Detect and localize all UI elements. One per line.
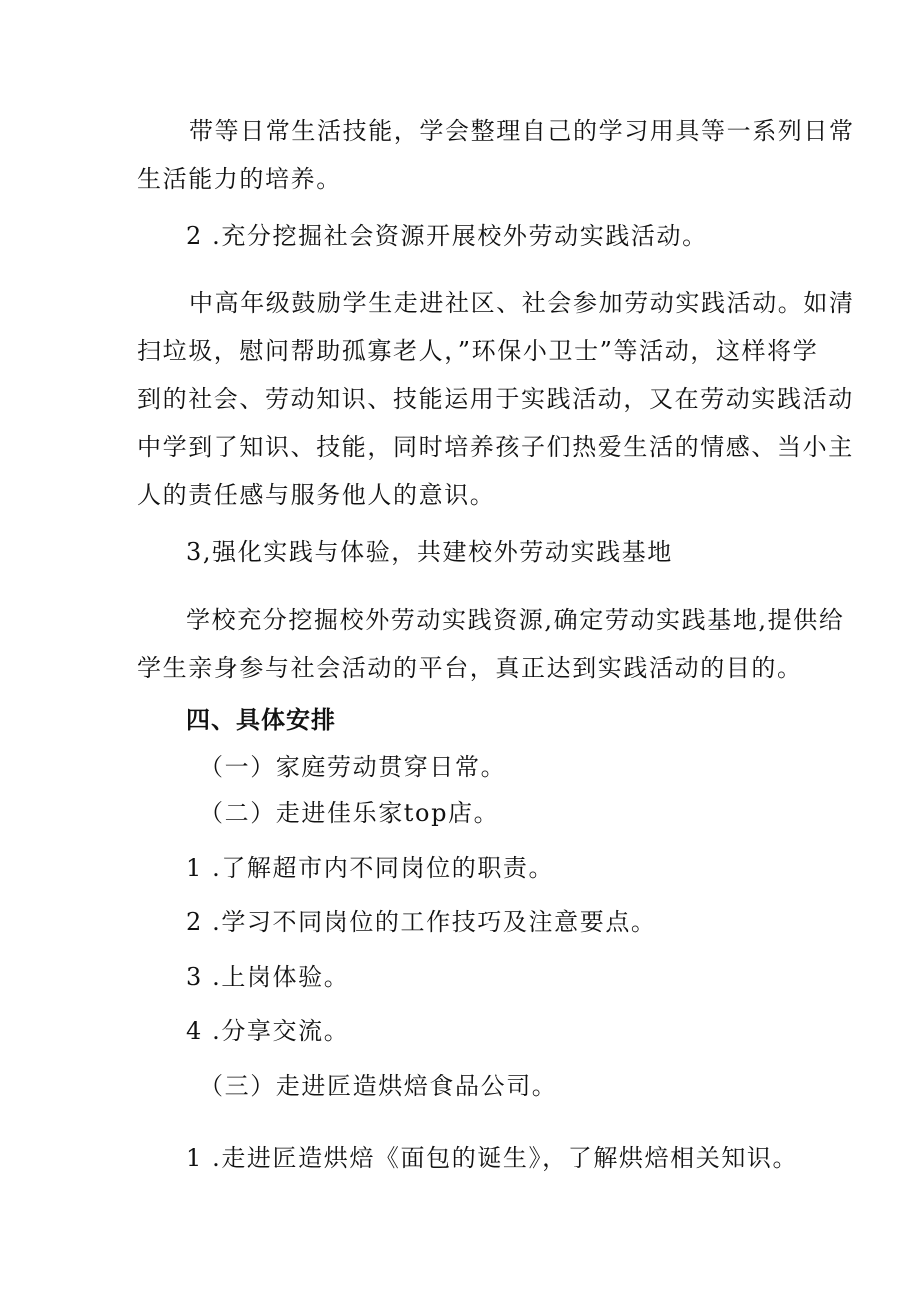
paragraph-2-line-3: 到的社会、劳动知识、技能运用于实践活动，又在劳动实践活动 xyxy=(137,385,854,413)
paragraph-1-line-2: 生活能力的培养。 xyxy=(137,165,342,193)
paragraph-1-line-1: 带等日常生活技能，学会整理自己的学习用具等一系列日常 xyxy=(189,117,855,145)
list-item-2-title: 2 .充分挖掘社会资源开展校外劳动实践活动。 xyxy=(186,222,708,250)
subsection-2-item-3: 3 .上岗体验。 xyxy=(186,963,350,991)
paragraph-2-line-4: 中学到了知识、技能，同时培养孩子们热爱生活的情感、当小主 xyxy=(137,433,854,461)
subsection-2-item-4: 4 .分享交流。 xyxy=(186,1017,350,1045)
paragraph-2-line-1: 中高年级鼓励学生走进社区、社会参加劳动实践活动。如清 xyxy=(189,289,855,317)
subsection-2-item-1: 1 .了解超市内不同岗位的职责。 xyxy=(186,854,555,882)
paragraph-2-line-5: 人的责任感与服务他人的意识。 xyxy=(137,481,496,509)
paragraph-3-line-2: 学生亲身参与社会活动的平台，真正达到实践活动的目的。 xyxy=(137,654,803,682)
subsection-2-title: （二）走进佳乐家top店。 xyxy=(199,799,500,827)
subsection-2-item-2: 2 .学习不同岗位的工作技巧及注意要点。 xyxy=(186,908,657,936)
paragraph-3-line-1: 学校充分挖掘校外劳动实践资源,确定劳动实践基地,提供给 xyxy=(186,606,845,634)
section-4-heading: 四、具体安排 xyxy=(186,706,336,734)
subsection-1-title: （一）家庭劳动贯穿日常。 xyxy=(199,753,507,781)
list-item-3-title: 3,强化实践与体验，共建校外劳动实践基地 xyxy=(186,538,673,566)
paragraph-2-line-2: 扫垃圾，慰问帮助孤寡老人，”环保小卫士”等活动，这样将学 xyxy=(137,337,819,365)
subsection-3-item-1: 1 .走进匠造烘焙《面包的诞生》，了解烘焙相关知识。 xyxy=(186,1144,799,1172)
subsection-3-title: （三）走进匠造烘焙食品公司。 xyxy=(199,1072,558,1100)
